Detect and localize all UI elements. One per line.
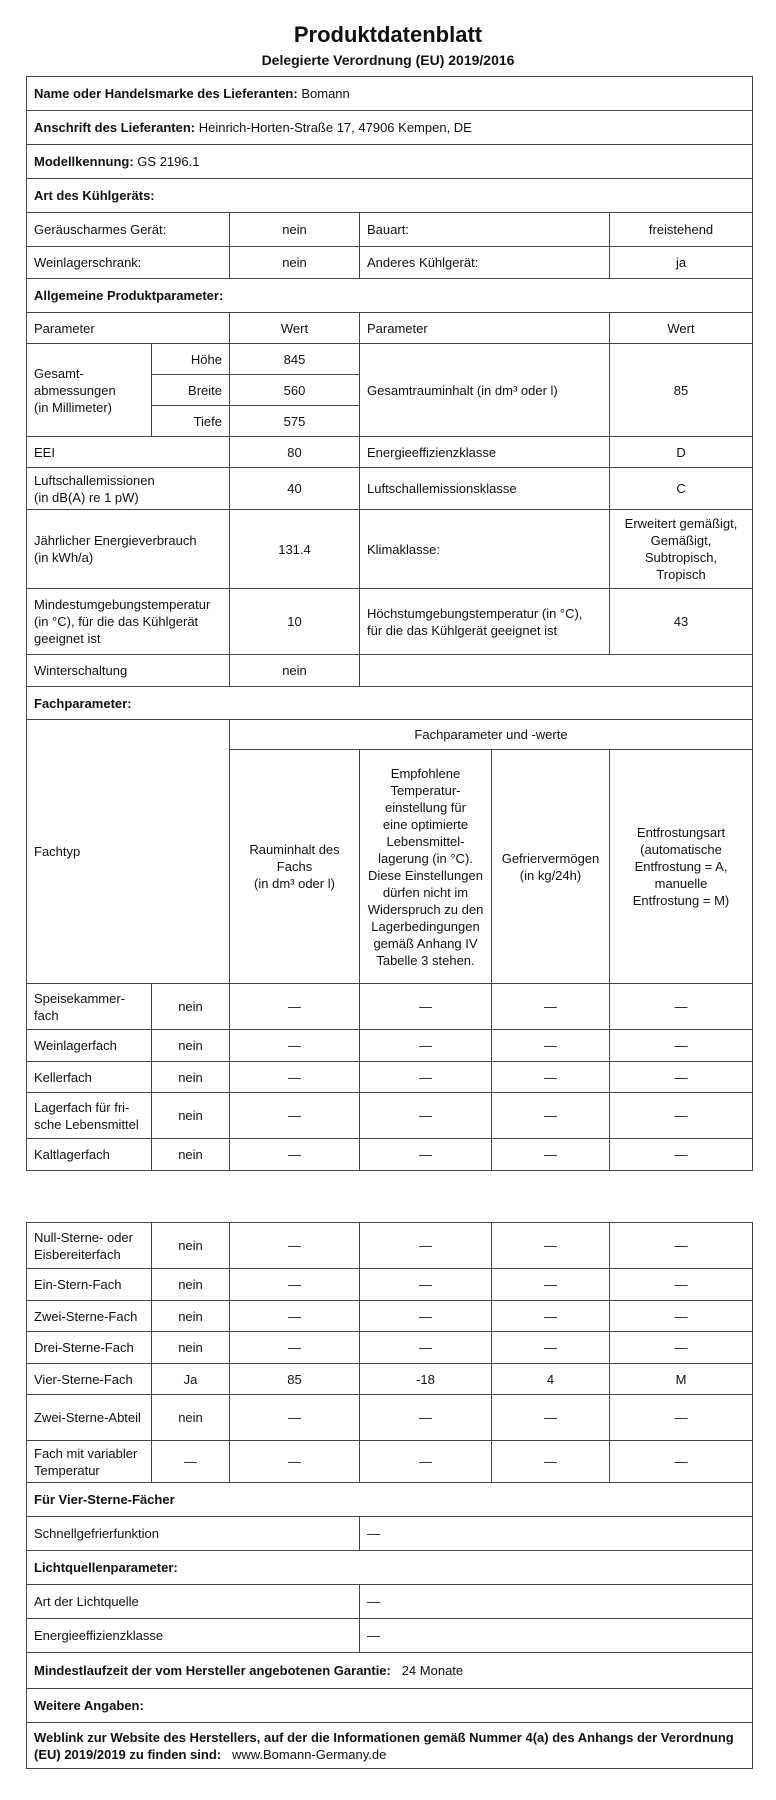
- defrost-header: Entfrostungsart (automatische Entfrostung = A, manuelle Entfrostung = M): [610, 750, 753, 984]
- compartment-volume: —: [230, 1030, 360, 1062]
- compartment-row: [27, 1139, 753, 1171]
- compartment-defrost: —: [610, 1139, 753, 1171]
- other-label: Anderes Kühlgerät:: [360, 247, 610, 279]
- product-table-2: [26, 1222, 753, 1769]
- compartment-present: nein: [152, 1301, 230, 1332]
- winter-row: [27, 655, 753, 687]
- compartment-name: Ein-Stern-Fach: [27, 1269, 152, 1301]
- compartment-row: [27, 984, 753, 1030]
- compartment-temp: —: [360, 1062, 492, 1093]
- compartment-freeze: —: [492, 1139, 610, 1171]
- eclass-value: D: [610, 437, 753, 468]
- compartment-temp: —: [360, 1093, 492, 1139]
- other-value: ja: [610, 247, 753, 279]
- min-temp-label: Mindestumgebungstemperatur (in °C), für die das Kühlgerät geeignet ist: [27, 589, 230, 655]
- four-star-heading-row: [27, 1483, 753, 1517]
- volume-value: 85: [610, 344, 753, 437]
- page-title: Produktdatenblatt: [293, 22, 483, 47]
- compartment-freeze: —: [492, 1062, 610, 1093]
- model-label: Modellkennung:: [34, 154, 134, 169]
- light-eclass-label: Energieeffizienzklasse: [27, 1619, 360, 1653]
- model-id: GS 2196.1: [137, 154, 200, 169]
- compartment-present: nein: [152, 1062, 230, 1093]
- compartment-name: Zwei-Sterne-Abteil: [27, 1395, 152, 1441]
- climate-value: Erweitert gemäßigt, Gemäßigt, Subtropisch, Tropisch: [610, 510, 753, 589]
- compartment-volume: —: [230, 1269, 360, 1301]
- compartment-freeze: —: [492, 1093, 610, 1139]
- freeze-header: Gefriervermögen (in kg/24h): [492, 750, 610, 984]
- quick-freeze-label: Schnellgefrierfunktion: [27, 1517, 360, 1551]
- compartment-name: Kaltlagerfach: [27, 1139, 152, 1171]
- compartment-freeze: —: [492, 1301, 610, 1332]
- compartment-row: [27, 1269, 753, 1301]
- compartment-defrost: —: [610, 1093, 753, 1139]
- height-value: 845: [230, 344, 360, 375]
- compartment-rows-1: [27, 984, 753, 1171]
- compartments-heading-row: [27, 687, 753, 720]
- width-label: Breite: [152, 375, 230, 406]
- compartment-freeze: —: [492, 1030, 610, 1062]
- depth-label: Tiefe: [152, 406, 230, 437]
- climate-label: Klimaklasse:: [360, 510, 610, 589]
- compartment-row: [27, 1332, 753, 1364]
- eei-value: 80: [230, 437, 360, 468]
- light-eclass-value: —: [360, 1619, 753, 1653]
- compartment-present: Ja: [152, 1364, 230, 1395]
- compartment-defrost: —: [610, 1301, 753, 1332]
- weblink-value[interactable]: www.Bomann-Germany.de: [231, 1746, 387, 1762]
- param-header-2: Parameter: [360, 313, 610, 344]
- noise-class-value: C: [610, 468, 753, 510]
- min-temp-value: 10: [230, 589, 360, 655]
- compartment-volume: 85: [230, 1364, 360, 1395]
- width-value: 560: [230, 375, 360, 406]
- max-temp-value: 43: [610, 589, 753, 655]
- warranty-value: 24 Monate: [401, 1663, 464, 1678]
- compartment-temp: —: [360, 1441, 492, 1483]
- compartment-present: nein: [152, 1332, 230, 1364]
- compartment-volume: —: [230, 1441, 360, 1483]
- temp-range-row: [27, 589, 753, 655]
- quick-freeze-row: [27, 1517, 753, 1551]
- compartment-freeze: —: [492, 1395, 610, 1441]
- product-table-1: [26, 76, 753, 1171]
- header: [0, 0, 776, 68]
- compartment-defrost: —: [610, 1223, 753, 1269]
- compartment-freeze: —: [492, 1269, 610, 1301]
- compartment-name: Fach mit variabler Temperatur: [27, 1441, 152, 1483]
- compartment-name: Null-Sterne- oder Eisbereiterfach: [27, 1223, 152, 1269]
- compartment-type-header: Fachtyp: [27, 720, 230, 984]
- supplier-name-row: [27, 77, 753, 111]
- winter-label: Winterschaltung: [27, 655, 230, 687]
- energy-label: Jährlicher Energieverbrauch (in kWh/a): [27, 510, 230, 589]
- energy-value: 131.4: [230, 510, 360, 589]
- compartment-volume: —: [230, 1093, 360, 1139]
- low-noise-value: nein: [230, 213, 360, 247]
- compartment-row: [27, 1093, 753, 1139]
- weblink-row: [27, 1723, 753, 1769]
- compartment-present: nein: [152, 1395, 230, 1441]
- winter-value: nein: [230, 655, 360, 687]
- device-type-heading-row: [27, 179, 753, 213]
- compartment-defrost: —: [610, 1269, 753, 1301]
- energy-row: [27, 510, 753, 589]
- dims-label: Gesamt- abmessungen (in Millimeter): [27, 344, 152, 437]
- compartment-volume: —: [230, 1395, 360, 1441]
- wine-row: [27, 247, 753, 279]
- compartment-temp: —: [360, 1139, 492, 1171]
- compartment-present: nein: [152, 1223, 230, 1269]
- light-eclass-row: [27, 1619, 753, 1653]
- light-type-label: Art der Lichtquelle: [27, 1585, 360, 1619]
- warranty-row: [27, 1653, 753, 1689]
- design-value: freistehend: [610, 213, 753, 247]
- supplier-address-row: [27, 111, 753, 145]
- compartment-name: Vier-Sterne-Fach: [27, 1364, 152, 1395]
- supplier-address: Heinrich-Horten-Straße 17, 47906 Kempen, DE: [198, 120, 472, 135]
- compartment-defrost: —: [610, 1332, 753, 1364]
- compartment-temp: -18: [360, 1364, 492, 1395]
- compartment-temp: —: [360, 984, 492, 1030]
- general-header-row: [27, 313, 753, 344]
- eclass-label: Energieeffizienzklasse: [360, 437, 610, 468]
- compartments-group-row: [27, 720, 753, 750]
- light-heading-row: [27, 1551, 753, 1585]
- design-label: Bauart:: [360, 213, 610, 247]
- general-heading-row: [27, 279, 753, 313]
- general-heading: Allgemeine Produktparameter:: [27, 279, 753, 313]
- compartment-row: [27, 1364, 753, 1395]
- compartment-temp: —: [360, 1332, 492, 1364]
- weblink-label: Weblink zur Website des Herstellers, auf der die Informationen gemäß Nummer 4(a) des Anhangs der Verordnung (EU) 2019/2019 zu finden sind:: [34, 1729, 734, 1762]
- compartment-volume: —: [230, 984, 360, 1030]
- noise-label: Luftschallemissionen (in dB(A) re 1 pW): [27, 468, 230, 510]
- compartment-defrost: —: [610, 1030, 753, 1062]
- compartment-temp: —: [360, 1301, 492, 1332]
- low-noise-label: Geräuscharmes Gerät:: [27, 213, 230, 247]
- compartment-name: Lagerfach für fri- sche Lebensmittel: [27, 1093, 152, 1139]
- compartment-group-header: Fachparameter und -werte: [230, 720, 753, 750]
- compartment-name: Speisekammer- fach: [27, 984, 152, 1030]
- compartment-name: Weinlagerfach: [27, 1030, 152, 1062]
- compartment-row: [27, 1223, 753, 1269]
- compartment-temp: —: [360, 1030, 492, 1062]
- max-temp-label: Höchstumgebungstemperatur (in °C), für die das Kühlgerät geeignet ist: [360, 589, 610, 655]
- compartment-present: nein: [152, 1030, 230, 1062]
- compartment-name: Kellerfach: [27, 1062, 152, 1093]
- further-heading: Weitere Angaben:: [27, 1689, 753, 1723]
- compartment-row: [27, 1301, 753, 1332]
- warranty-label: Mindestlaufzeit der vom Hersteller angebotenen Garantie:: [34, 1663, 391, 1678]
- compartment-volume: —: [230, 1062, 360, 1093]
- wine-value: nein: [230, 247, 360, 279]
- dims-row-height: [27, 344, 753, 375]
- quick-freeze-value: —: [360, 1517, 753, 1551]
- compartment-freeze: —: [492, 984, 610, 1030]
- compartments-heading: Fachparameter:: [27, 687, 753, 720]
- compartment-temp: —: [360, 1223, 492, 1269]
- volume-label: Gesamtrauminhalt (in dm³ oder l): [360, 344, 610, 437]
- page-subtitle: Delegierte Verordnung (EU) 2019/2016: [261, 52, 515, 68]
- model-row: [27, 145, 753, 179]
- noise-row: [27, 468, 753, 510]
- compartment-temp: —: [360, 1269, 492, 1301]
- compartment-volume: —: [230, 1332, 360, 1364]
- compartment-defrost: M: [610, 1364, 753, 1395]
- volume-header: Rauminhalt des Fachs (in dm³ oder l): [230, 750, 360, 984]
- param-header: Parameter: [27, 313, 230, 344]
- compartment-freeze: —: [492, 1332, 610, 1364]
- compartment-temp: —: [360, 1395, 492, 1441]
- noise-class-label: Luftschallemissionsklasse: [360, 468, 610, 510]
- compartment-freeze: 4: [492, 1364, 610, 1395]
- compartment-present: nein: [152, 1093, 230, 1139]
- further-heading-row: [27, 1689, 753, 1723]
- compartment-defrost: —: [610, 1062, 753, 1093]
- compartment-row: [27, 1030, 753, 1062]
- compartment-defrost: —: [610, 1395, 753, 1441]
- temp-header: Empfohlene Temperatur- einstellung für eine optimierte Lebensmittel- lagerung (in °C). Diese Einstellungen dürfen nicht im Widerspruch zu den Lagerbedingungen gemäß Anhang IV Tabelle 3 stehen.: [360, 750, 492, 984]
- value-header: Wert: [230, 313, 360, 344]
- compartment-volume: —: [230, 1301, 360, 1332]
- supplier-name: Bomann: [301, 86, 350, 101]
- compartment-volume: —: [230, 1139, 360, 1171]
- eei-label: EEI: [27, 437, 230, 468]
- compartment-defrost: —: [610, 1441, 753, 1483]
- compartment-row: [27, 1395, 753, 1441]
- compartment-present: nein: [152, 1139, 230, 1171]
- device-type-heading: Art des Kühlgeräts:: [27, 179, 753, 213]
- light-type-value: —: [360, 1585, 753, 1619]
- compartment-name: Zwei-Sterne-Fach: [27, 1301, 152, 1332]
- empty-cell: [360, 655, 753, 687]
- compartment-present: —: [152, 1441, 230, 1483]
- eei-row: [27, 437, 753, 468]
- supplier-name-label: Name oder Handelsmarke des Lieferanten:: [34, 86, 298, 101]
- compartment-row: [27, 1062, 753, 1093]
- depth-value: 575: [230, 406, 360, 437]
- light-heading: Lichtquellenparameter:: [27, 1551, 753, 1585]
- compartment-volume: —: [230, 1223, 360, 1269]
- compartment-row: [27, 1441, 753, 1483]
- light-type-row: [27, 1585, 753, 1619]
- supplier-address-label: Anschrift des Lieferanten:: [34, 120, 196, 135]
- compartment-name: Drei-Sterne-Fach: [27, 1332, 152, 1364]
- four-star-heading: Für Vier-Sterne-Fächer: [27, 1483, 753, 1517]
- value-header-2: Wert: [610, 313, 753, 344]
- compartment-present: nein: [152, 1269, 230, 1301]
- compartment-rows-2: [27, 1223, 753, 1483]
- height-label: Höhe: [152, 344, 230, 375]
- compartment-present: nein: [152, 984, 230, 1030]
- wine-label: Weinlagerschrank:: [27, 247, 230, 279]
- noise-value: 40: [230, 468, 360, 510]
- low-noise-row: [27, 213, 753, 247]
- compartment-defrost: —: [610, 984, 753, 1030]
- compartment-freeze: —: [492, 1223, 610, 1269]
- compartment-freeze: —: [492, 1441, 610, 1483]
